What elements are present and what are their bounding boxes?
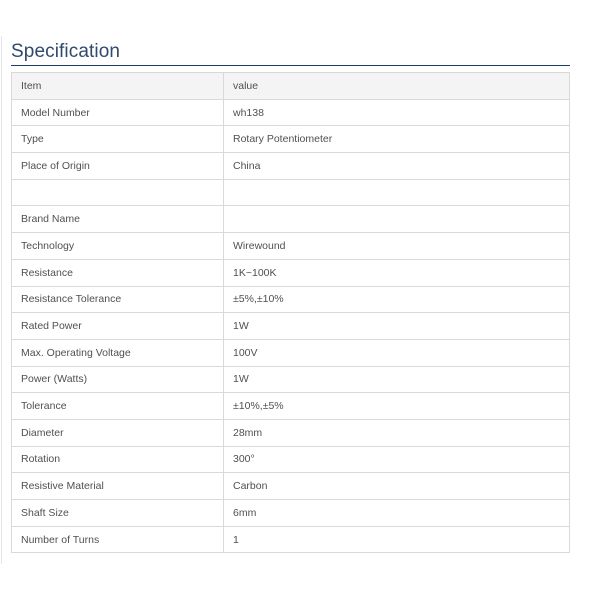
row-value: 100V	[224, 339, 570, 366]
table-row	[12, 446, 570, 473]
row-label: Resistance Tolerance	[12, 286, 224, 313]
table-row	[12, 179, 570, 206]
row-value: 1W	[224, 366, 570, 393]
row-label: Number of Turns	[12, 526, 224, 553]
row-label: Shaft Size	[12, 500, 224, 527]
table-row	[12, 393, 570, 420]
row-value: 300°	[224, 446, 570, 473]
table-header-row	[12, 73, 570, 100]
table-row	[12, 473, 570, 500]
table-row	[12, 286, 570, 313]
row-value: 28mm	[224, 419, 570, 446]
row-label: Model Number	[12, 99, 224, 126]
table-row	[12, 500, 570, 527]
title-underline	[11, 65, 570, 66]
row-value: 1W	[224, 313, 570, 340]
row-value: 1K~100K	[224, 259, 570, 286]
row-label: Power (Watts)	[12, 366, 224, 393]
table-row	[12, 526, 570, 553]
row-label: Rotation	[12, 446, 224, 473]
row-value: wh138	[224, 99, 570, 126]
row-value	[224, 206, 570, 233]
row-label: Max. Operating Voltage	[12, 339, 224, 366]
section-title: Specification	[11, 41, 121, 62]
row-label: Rated Power	[12, 313, 224, 340]
row-value: Carbon	[224, 473, 570, 500]
row-value: 6mm	[224, 500, 570, 527]
row-label: Tolerance	[12, 393, 224, 420]
table-row	[12, 313, 570, 340]
row-label: Resistive Material	[12, 473, 224, 500]
left-divider	[1, 36, 2, 564]
table-row	[12, 126, 570, 153]
table-row	[12, 233, 570, 260]
row-value	[224, 179, 570, 206]
specification-table	[11, 72, 570, 553]
row-label	[12, 179, 224, 206]
row-value: Rotary Potentiometer	[224, 126, 570, 153]
table-row	[12, 259, 570, 286]
row-value: ±5%,±10%	[224, 286, 570, 313]
table-row	[12, 99, 570, 126]
row-label: Technology	[12, 233, 224, 260]
row-value: ±10%,±5%	[224, 393, 570, 420]
row-value: Wirewound	[224, 233, 570, 260]
table-row	[12, 419, 570, 446]
row-label: Type	[12, 126, 224, 153]
table-row	[12, 339, 570, 366]
row-label: Brand Name	[12, 206, 224, 233]
header-item: Item	[12, 73, 224, 100]
row-label: Diameter	[12, 419, 224, 446]
table-row	[12, 153, 570, 180]
table-row	[12, 366, 570, 393]
table-row	[12, 206, 570, 233]
header-value: value	[224, 73, 570, 100]
row-value: China	[224, 153, 570, 180]
row-label: Place of Origin	[12, 153, 224, 180]
row-value: 1	[224, 526, 570, 553]
row-label: Resistance	[12, 259, 224, 286]
